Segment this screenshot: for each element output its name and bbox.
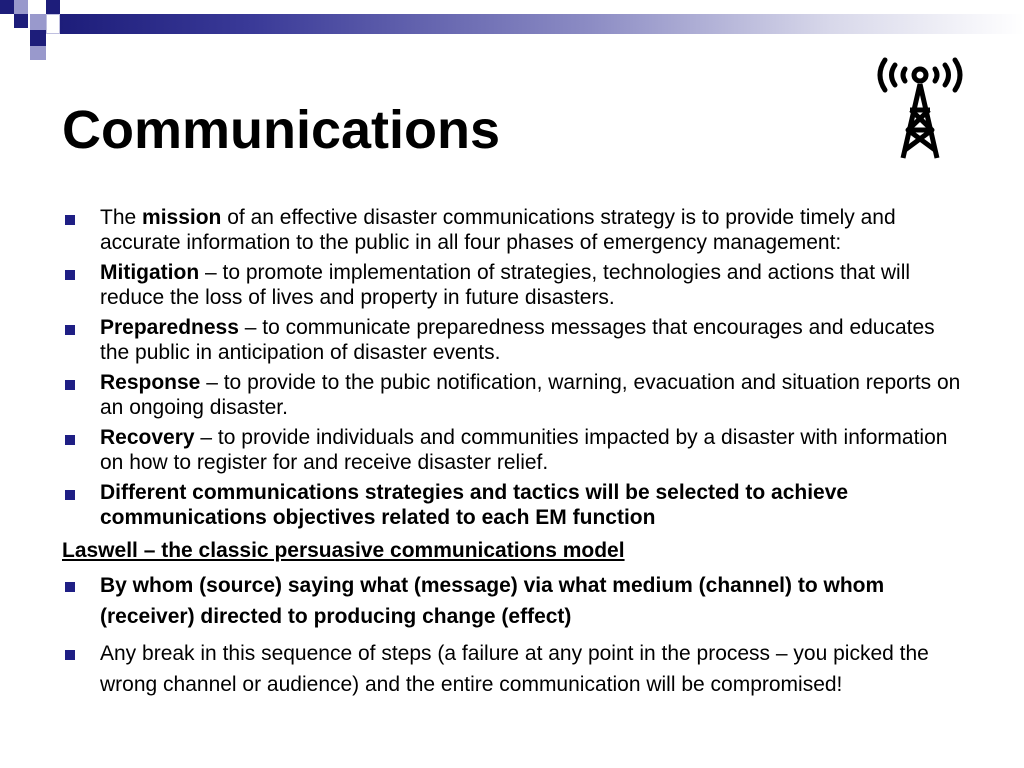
bullet-text: Any break in this sequence of steps (a failure at any point in the process – you picked the wrong channel or audience) and the entire communication will be compromised! <box>100 642 929 696</box>
banner-square <box>30 46 46 60</box>
bullet-square-icon <box>65 582 75 592</box>
banner-square <box>30 14 46 30</box>
banner-square <box>0 0 14 14</box>
bullet-square-icon <box>65 380 75 390</box>
list-item <box>62 570 967 632</box>
bullet-square-icon <box>65 215 75 225</box>
list-item <box>62 206 967 255</box>
banner-square <box>14 14 28 28</box>
bullet-keyword: Recovery <box>100 426 195 449</box>
model-bullet-list <box>62 570 967 700</box>
bullet-keyword: Response <box>100 371 201 394</box>
banner-square <box>46 0 60 14</box>
banner-square <box>30 30 46 46</box>
list-item <box>62 261 967 310</box>
bullet-keyword: Preparedness <box>100 316 239 339</box>
bullet-square-icon <box>65 270 75 280</box>
bullet-square-icon <box>65 435 75 445</box>
bullet-square-icon <box>65 490 75 500</box>
bullet-text: By whom (source) saying what (message) via what medium (channel) to whom (receiver) directed to producing change (effect) <box>100 574 885 628</box>
bullet-text: – to promote implementation of strategies, technologies and actions that will reduce the loss of lives and property in future disasters. <box>100 261 911 309</box>
bullet-square-icon <box>65 325 75 335</box>
banner-square <box>46 14 60 34</box>
bullet-square-icon <box>65 650 75 660</box>
bullet-keyword: mission <box>142 206 222 229</box>
bullet-text: of an effective disaster communications strategy is to provide timely and accurate information to the public in all four phases of emergency management: <box>100 206 896 254</box>
list-item <box>62 371 967 420</box>
gradient-bar <box>60 14 1024 34</box>
bullet-keyword: Different communications strategies and tactics will be selected to achieve communications objectives related to each EM function <box>100 481 849 529</box>
list-item <box>62 426 967 475</box>
banner-square <box>14 0 28 14</box>
slide-title: Communications <box>62 100 501 160</box>
slide-content <box>62 206 967 706</box>
radio-tower-icon <box>870 50 970 165</box>
section-subheading: Laswell – the classic persuasive communications model <box>62 539 625 562</box>
bullet-keyword: Mitigation <box>100 261 200 284</box>
bullet-text: The <box>100 206 143 229</box>
bullet-list <box>62 206 967 530</box>
bullet-text: – to provide individuals and communities impacted by a disaster with information on how to register for and receive disaster relief. <box>100 426 948 474</box>
bullet-text: – to provide to the pubic notification, warning, evacuation and situation reports on an ongoing disaster. <box>100 371 961 419</box>
bullet-text: – to communicate preparedness messages that encourages and educates the public in anticipation of disaster events. <box>100 316 935 364</box>
list-item <box>62 481 967 530</box>
list-item <box>62 316 967 365</box>
list-item <box>62 638 967 700</box>
